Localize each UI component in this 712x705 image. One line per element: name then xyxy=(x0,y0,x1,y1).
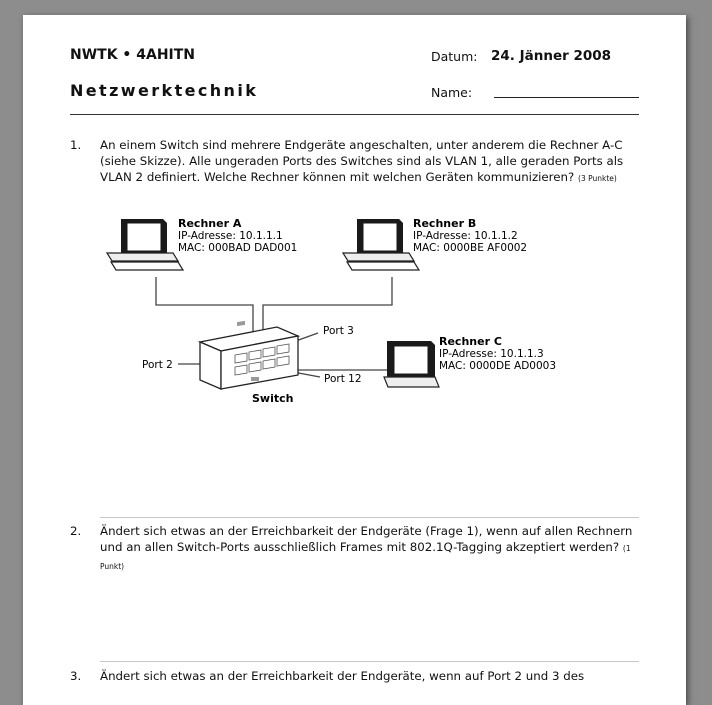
question-number: 2. xyxy=(70,524,82,538)
question-3 xyxy=(70,668,639,688)
computer-c-icon xyxy=(384,341,439,387)
rechner-a-name: Rechner A xyxy=(178,217,242,230)
question-text: Ändert sich etwas an der Erreichbarkeit der Endgeräte (Frage 1), wenn auf allen Rechnern und an allen Switch-Ports ausschließlich Frames mit 802.1Q-Tagging akzeptiert werden? (1 Punkt) xyxy=(100,524,633,571)
rechner-b-ip: IP-Adresse: 10.1.1.2 xyxy=(413,230,518,242)
course-code: NWTK • 4AHITN xyxy=(70,47,196,63)
rechner-b-name: Rechner B xyxy=(413,217,477,230)
worksheet-page xyxy=(23,15,686,705)
port-3-label: Port 3 xyxy=(323,325,354,337)
computer-b-icon xyxy=(343,219,419,270)
rechner-c-name: Rechner C xyxy=(439,335,502,348)
switch-icon xyxy=(200,321,298,389)
port-2-label: Port 2 xyxy=(142,359,173,371)
computer-a-icon xyxy=(107,219,183,270)
question-text: An einem Switch sind mehrere Endgeräte angeschalten, unter anderem die Rechner A-C (siehe Skizze). Alle ungeraden Ports des Switches sind als VLAN 1, alle geraden Ports als VLAN 2 definiert. Welche Rechner können mit welchen Geräten kommunizieren? (3 Punkte) xyxy=(100,138,624,184)
question-text: Ändert sich etwas an der Erreichbarkeit der Endgeräte, wenn auf Port 2 und 3 des xyxy=(100,669,585,683)
rechner-c-ip: IP-Adresse: 10.1.1.3 xyxy=(439,348,544,360)
switch-label: Switch xyxy=(252,392,294,405)
rechner-a-mac: MAC: 000BAD DAD001 xyxy=(178,242,298,254)
date-label: Datum: xyxy=(431,49,478,64)
port-12-label: Port 12 xyxy=(324,373,362,385)
rechner-c-mac: MAC: 0000DE AD0003 xyxy=(439,360,557,372)
question-points: (3 Punkte) xyxy=(578,174,617,183)
question-number: 1. xyxy=(70,138,82,152)
network-diagram xyxy=(23,15,686,415)
page-title: Netzwerktechnik xyxy=(70,81,259,100)
question-points: (1 Punkt) xyxy=(100,544,631,571)
rechner-b-mac: MAC: 0000BE AF0002 xyxy=(413,242,528,254)
question-2 xyxy=(70,523,639,573)
question-divider xyxy=(100,661,639,662)
date-value: 24. Jänner 2008 xyxy=(491,48,612,64)
question-divider xyxy=(100,517,639,518)
rechner-a-ip: IP-Adresse: 10.1.1.1 xyxy=(178,230,283,242)
name-label: Name: xyxy=(431,85,473,100)
question-number: 3. xyxy=(70,669,82,683)
cable-rechner-a xyxy=(156,277,253,342)
